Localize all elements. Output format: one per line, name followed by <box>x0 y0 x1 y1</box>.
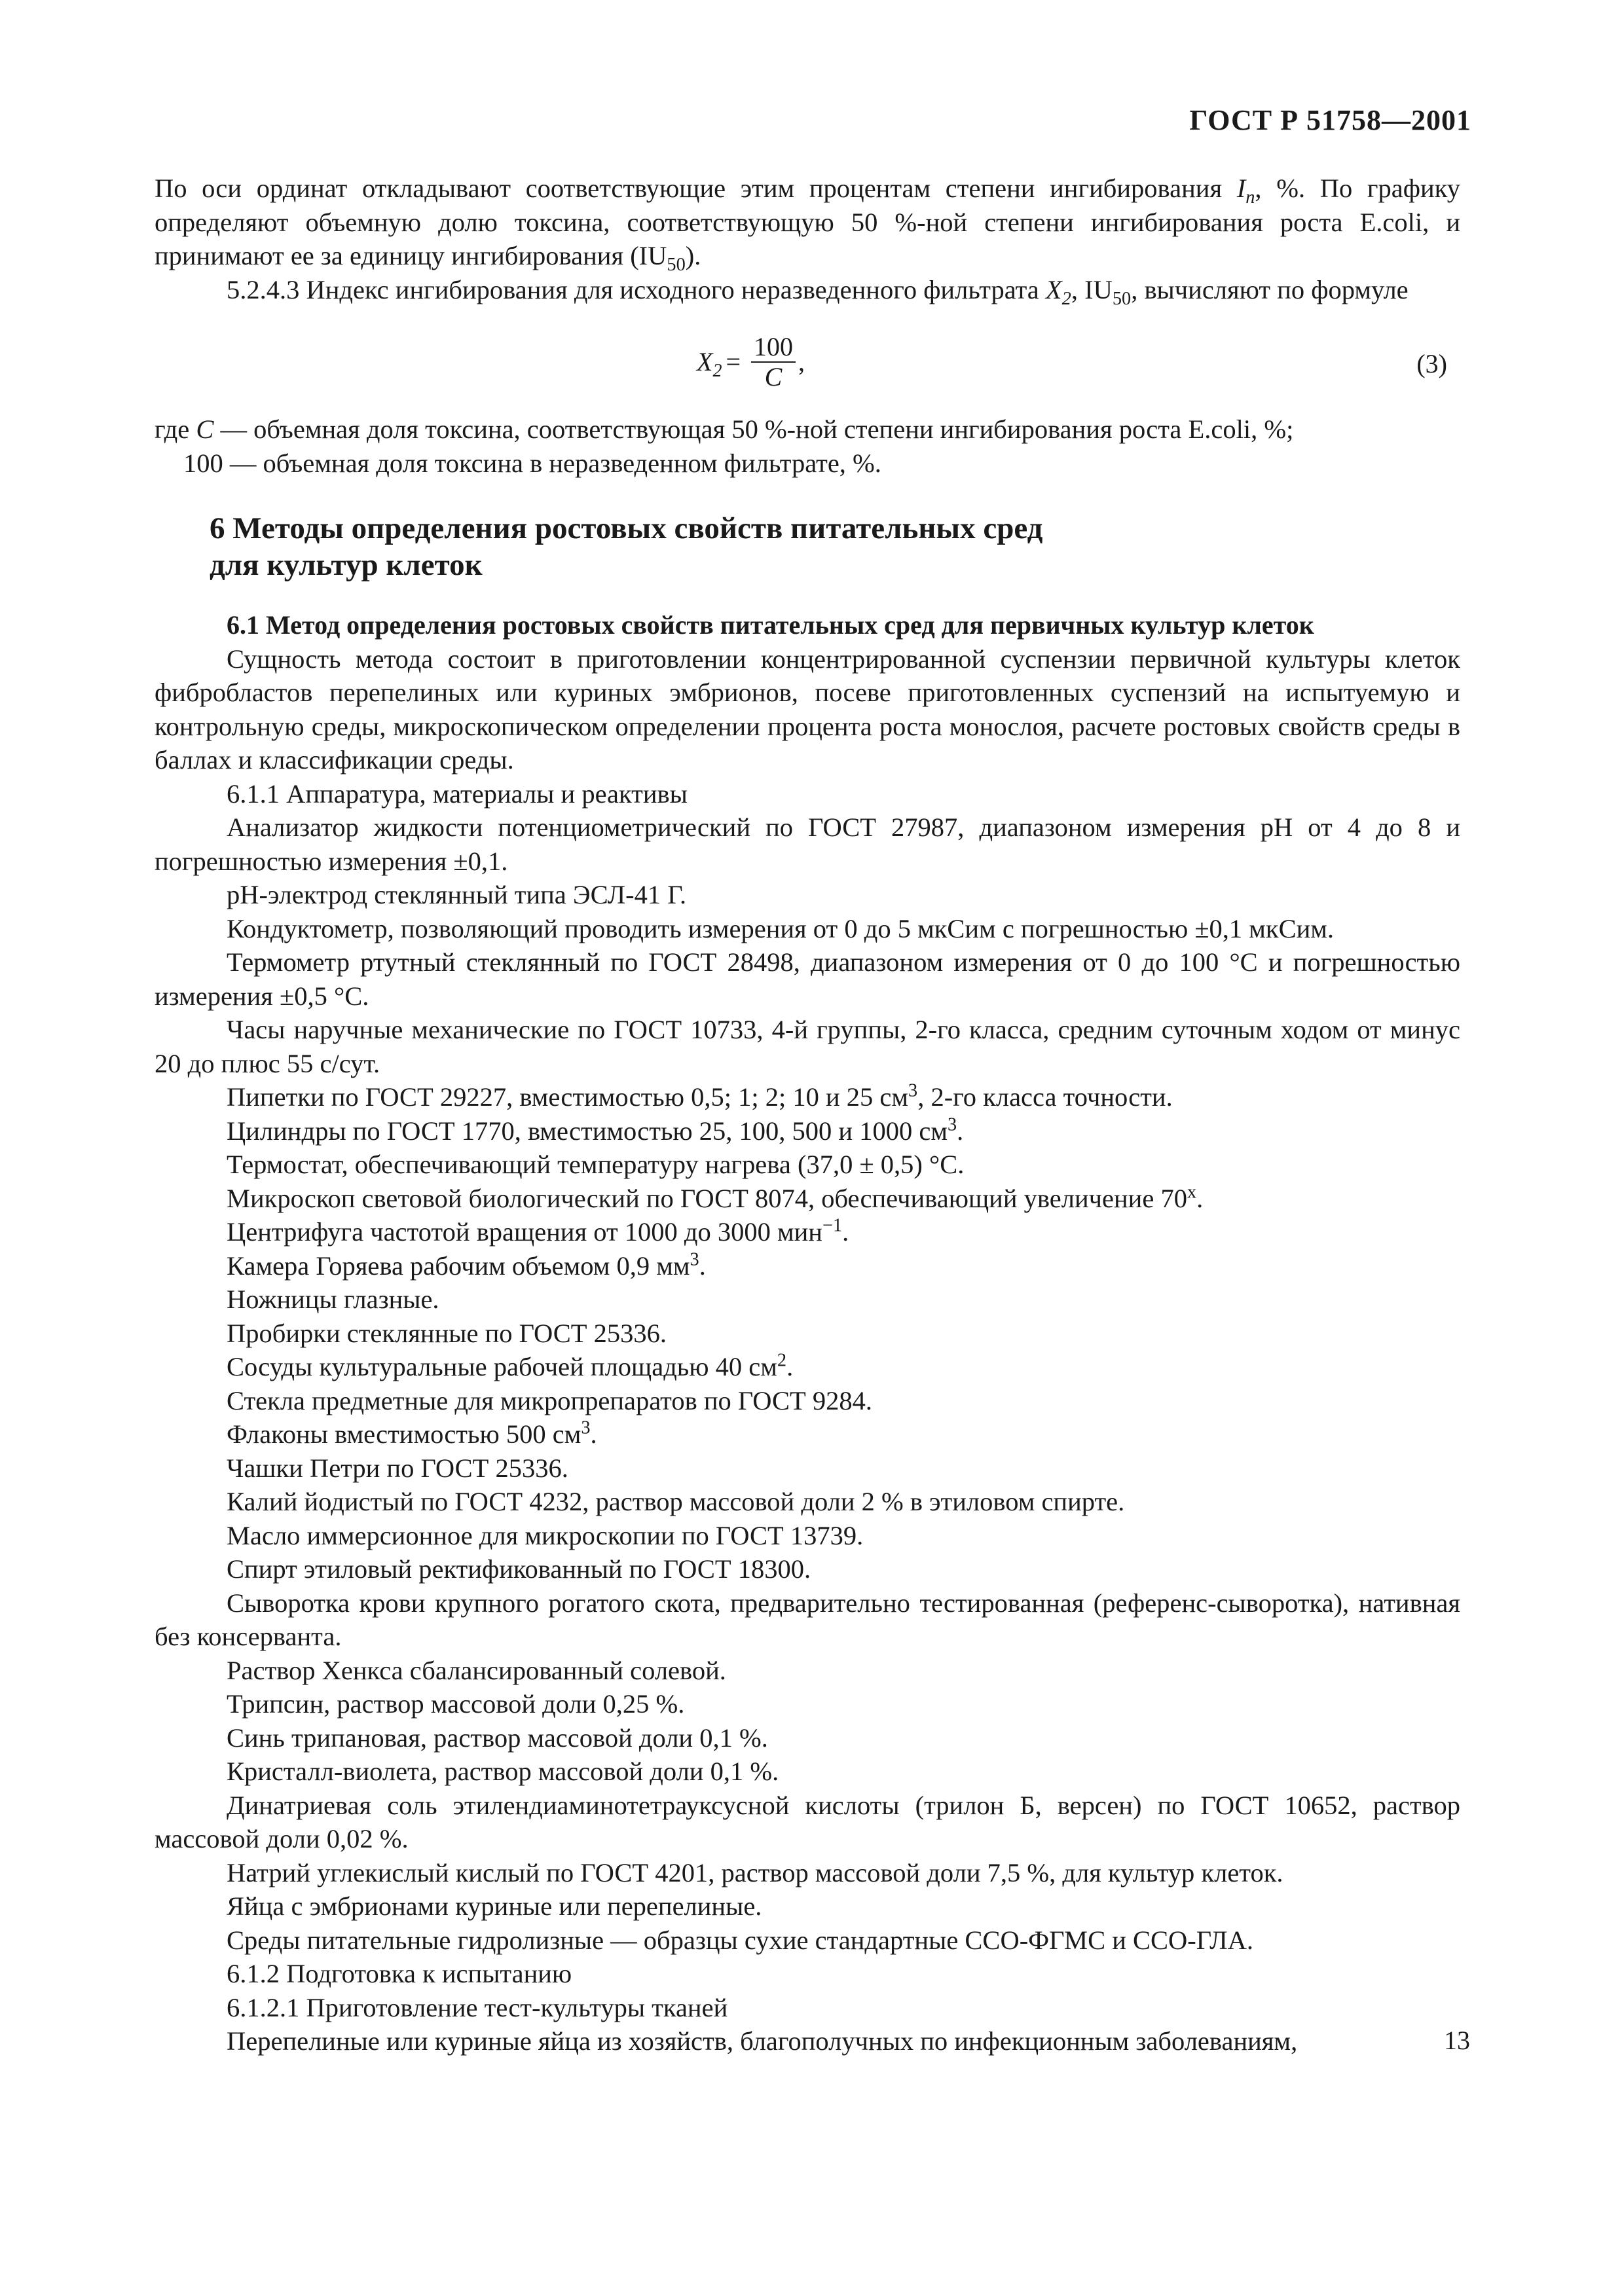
list-item-cylinders: Цилиндры по ГОСТ 1770, вместимостью 25, 100, 500 и 1000 $см^3$. <box>227 1114 964 1146</box>
var-i: $I_n$ <box>1236 173 1255 208</box>
list-item: Трипсин, раствор массовой доли 0,25 %. <box>227 1689 685 1719</box>
section-title: 6 Методы определения ростовых свойств питательных сред для культур клеток <box>210 511 1043 582</box>
list-item: Кондуктометр, позволяющий проводить измерения от 0 до 5 мкСим с погрешностью ±0,1 мкСим. <box>227 913 1335 943</box>
list-item: Масло иммерсионное для микроскопии по ГОСТ 13739. <box>227 1520 864 1550</box>
formula-3 <box>155 321 1460 398</box>
list-item-petri: Чашки Петри по ГОСТ 25336. <box>227 1453 568 1483</box>
list-item-chamber: Камера Горяева рабочим объемом 0,9 $мм^3$. <box>227 1249 706 1281</box>
list-item: Синь трипановая, раствор массовой доли 0,1 %. <box>227 1722 768 1753</box>
paragraph-essence: Сущность метода состоит в приготовлении концентрированной суспензии первичной культуры клеток фибробластов перепелиных или куриных эмбрионов, посеве приготовленных суспензий на испытуемую и контрольную среды, микроскопическом определении процента роста монослоя, расчете ростовых свойств среды в баллах и классификации среды. <box>155 644 1460 774</box>
list-item: Анализатор жидкости потенциометрический по ГОСТ 27987, диапазоном измерения рН от 4 до 8 и погрешностью измерения ±0,1. <box>155 812 1460 876</box>
var-x2: $X_2$ <box>1045 274 1071 309</box>
subsection-title: 6.1 Метод определения ростовых свойств питательных сред для первичных культур клеток <box>227 610 1314 640</box>
list-item-slides: Стекла предметные для микропрепаратов по ГОСТ 9284. <box>227 1385 873 1415</box>
clause-heading: 6.1.2 Подготовка к испытанию <box>227 1959 572 1988</box>
list-item-pipettes: Пипетки по ГОСТ 29227, вместимостью 0,5; 1; 2; 10 и 25 $см^3$, 2-го класса точности. <box>227 1080 1173 1112</box>
list-item-vessels: Сосуды культуральные рабочей площадью 40 $см^2$. <box>227 1350 794 1381</box>
list-item: Калий йодистый по ГОСТ 4232, раствор массовой доли 2 % в этиловом спирте. <box>227 1487 1125 1516</box>
list-item-flasks: Флаконы вместимостью 500 $см^3$. <box>227 1417 597 1449</box>
formula-number: (3) <box>1416 349 1447 378</box>
list-item: Термометр ртутный стеклянный по ГОСТ 28498, диапазоном измерения от 0 до 100 °С и погрешностью измерения ±0,5 °С. <box>155 947 1460 1011</box>
list-item: Яйца с эмбрионами куриные или перепелиные. <box>227 1891 762 1921</box>
paragraph-eggs: Перепелиные или куриные яйца из хозяйств, благополучных по инфекционным заболеваниям, <box>227 2026 1298 2056</box>
list-item: Кристалл-виолета, раствор массовой доли 0,1 %. <box>227 1757 779 1786</box>
list-item: Спирт этиловый ректификованный по ГОСТ 18300. <box>227 1554 811 1584</box>
paragraph-ordinate: По оси ординат откладывают соответствующие этим процентам степени ингибирования $I_n$, %. По графику определяют объемную долю токсина, соответствующую 50 %-ной степени ингибирования роста E.coli, и принимают ее за единицу ингибирования $(IU_{50})$. <box>155 173 1461 276</box>
apparatus-heading: 6.1.1 Аппаратура, материалы и реактивы <box>227 778 688 809</box>
page-number: 13 <box>1444 2026 1470 2055</box>
list-item-serum: Сыворотка крови крупного рогатого скота, предварительно тестированная (референс-сыворотка), нативная без консерванта. <box>155 1588 1460 1651</box>
list-item-tubes: Пробирки стеклянные по ГОСТ 25336. <box>227 1318 667 1348</box>
list-item: Часы наручные механические по ГОСТ 10733, 4-й группы, 2-го класса, средним суточным ходом от минус 20 до плюс 55 с/сут. <box>155 1015 1460 1078</box>
formula-fraction: $\frac{100}{C}$ <box>751 333 796 392</box>
paragraph-index-formula: 5.2.4.3 Индекс ингибирования для исходного неразведенного фильтрата $X_2$, $IU_{50}$, вычисляют по формуле <box>227 274 1409 309</box>
list-item: Среды питательные гидролизные — образцы сухие стандартные ССО-ФГМС и ССО-ГЛА. <box>227 1925 1253 1955</box>
formula-expression: $X_2$ = $\frac{100}{C}$ , <box>697 332 805 392</box>
list-item: рН-электрод стеклянный типа ЭСЛ-41 Г. <box>227 880 687 909</box>
list-item: Натрий углекислый кислый по ГОСТ 4201, раствор массовой доли 7,5 %, для культур клеток. <box>227 1857 1283 1887</box>
list-item-microscope: Микроскоп световой биологический по ГОСТ 8074, обеспечивающий увеличение $70^х$. <box>227 1182 1204 1213</box>
document-header: ГОСТ Р 51758—2001 <box>1189 104 1471 136</box>
list-item-scissors: Ножницы глазные. <box>227 1285 439 1314</box>
list-item-thermostat: Термостат, обеспечивающий температуру нагрева (37,0 ± 0,5) °С. <box>227 1150 965 1179</box>
list-item-centrifuge: Центрифуга частотой вращения от 1000 до 3000 мин$^{-1}$. <box>227 1215 849 1247</box>
list-item: Раствор Хенкса сбалансированный солевой. <box>227 1655 726 1685</box>
list-item-edta: Динатриевая соль этилендиаминотетрауксусной кислоты (трилон Б, версен) по ГОСТ 10652, раствор массовой доли 0,02 %. <box>155 1790 1460 1853</box>
where-line-1: где C — объемная доля токсина, соответствующая 50 %-ной степени ингибирования роста E.coli, %; <box>155 414 1294 444</box>
where-line-2: 100 — объемная доля токсина в неразведенном фильтрате, %. <box>183 448 881 478</box>
clause-heading: 6.1.2.1 Приготовление тест-культуры тканей <box>227 1992 728 2022</box>
document-body <box>155 172 1460 2058</box>
